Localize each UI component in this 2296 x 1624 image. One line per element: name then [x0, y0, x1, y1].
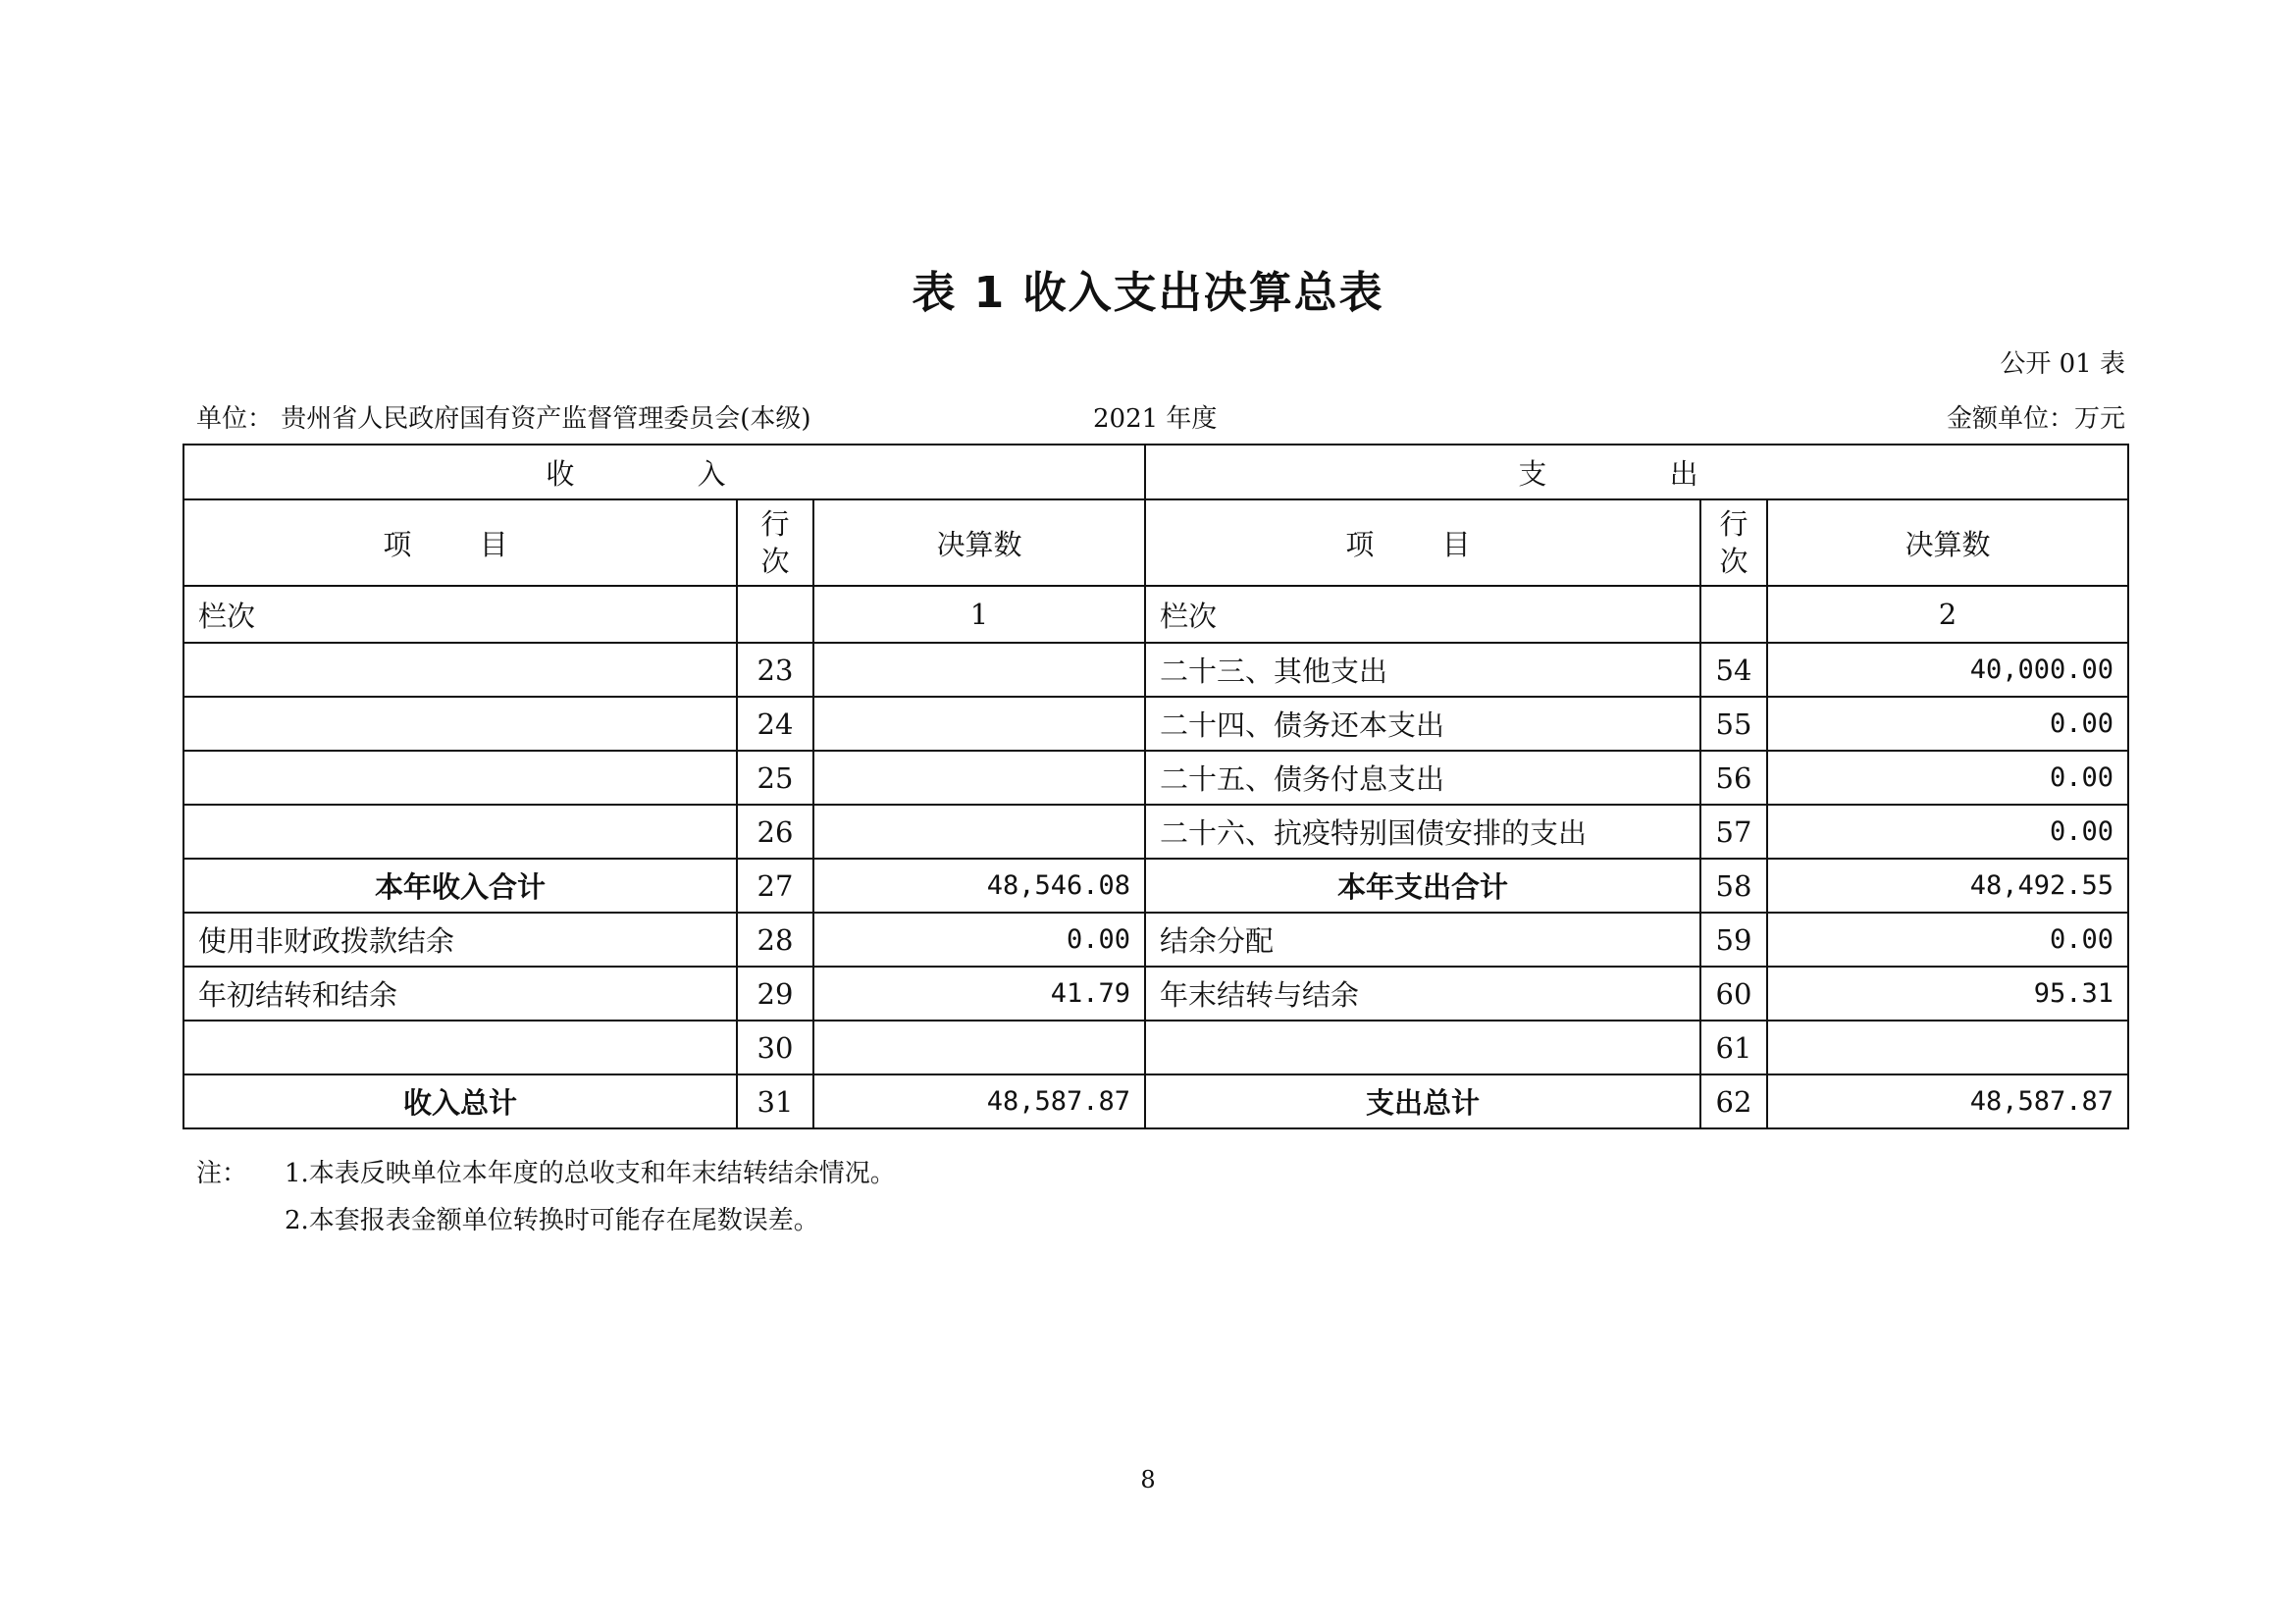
expense-total-label: 支出总计: [1145, 1074, 1700, 1128]
expense-row-no: 60: [1700, 967, 1767, 1021]
grand-total-row: [183, 1074, 2128, 1128]
income-item: [183, 643, 737, 697]
subtotal-row: [183, 859, 2128, 913]
expense-item: [1145, 1021, 1700, 1074]
income-amount: 0.00: [813, 913, 1145, 967]
expense-amount: [1767, 1021, 2128, 1074]
expense-row-no: 58: [1700, 859, 1767, 913]
income-row-no-header: 行 次: [737, 499, 813, 586]
money-unit: 金额单位：万元: [1946, 404, 2125, 434]
income-row-no: 25: [737, 751, 813, 805]
table-column-header-row: [183, 499, 2128, 586]
income-row-no: 26: [737, 805, 813, 859]
income-amount: [813, 805, 1145, 859]
expense-item: 二十五、债务付息支出: [1145, 751, 1700, 805]
expense-item: 年末结转与结余: [1145, 967, 1700, 1021]
table-section-header-row: [183, 445, 2128, 499]
table-row: [183, 1021, 2128, 1074]
income-col-label: 栏次: [183, 586, 737, 643]
income-expense-table: [183, 444, 2129, 1129]
expense-col-number: 2: [1767, 586, 2128, 643]
expense-col-blank: [1700, 586, 1767, 643]
expense-amount: 95.31: [1767, 967, 2128, 1021]
table-row: [183, 697, 2128, 751]
expense-row-no: 62: [1700, 1074, 1767, 1128]
table-row: [183, 643, 2128, 697]
expense-item: 二十四、债务还本支出: [1145, 697, 1700, 751]
form-code: 公开 01 表: [2000, 349, 2125, 379]
table-row: [183, 805, 2128, 859]
note-line-1: 1.本表反映单位本年度的总收支和年末结转结余情况。: [285, 1159, 896, 1188]
expense-row-no: 55: [1700, 697, 1767, 751]
page-number: 8: [1140, 1466, 1156, 1493]
income-col-blank: [737, 586, 813, 643]
notes-label: 注：: [196, 1159, 248, 1188]
expense-item: 结余分配: [1145, 913, 1700, 967]
income-total-label: 收入总计: [183, 1074, 737, 1128]
expense-subtotal-amount: 48,492.55: [1767, 859, 2128, 913]
expense-item-header: 项 目: [1145, 499, 1700, 586]
column-number-row: [183, 586, 2128, 643]
expense-amount: 0.00: [1767, 751, 2128, 805]
expense-row-no: 61: [1700, 1021, 1767, 1074]
expense-item: 二十六、抗疫特别国债安排的支出: [1145, 805, 1700, 859]
income-row-no: 31: [737, 1074, 813, 1128]
income-amount: [813, 697, 1145, 751]
expense-amount: 0.00: [1767, 697, 2128, 751]
income-item: 年初结转和结余: [183, 967, 737, 1021]
income-amount: [813, 751, 1145, 805]
expense-col-label: 栏次: [1145, 586, 1700, 643]
income-row-no: 29: [737, 967, 813, 1021]
expense-total-amount: 48,587.87: [1767, 1074, 2128, 1128]
expense-section-header: 支 出: [1145, 445, 2128, 499]
table-row: [183, 967, 2128, 1021]
income-col-number: 1: [813, 586, 1145, 643]
income-row-no: 27: [737, 859, 813, 913]
income-row-no: 23: [737, 643, 813, 697]
income-row-no: 24: [737, 697, 813, 751]
expense-row-no: 59: [1700, 913, 1767, 967]
income-subtotal-amount: 48,546.08: [813, 859, 1145, 913]
income-subtotal-label: 本年收入合计: [183, 859, 737, 913]
table-row: [183, 751, 2128, 805]
expense-amount: 0.00: [1767, 913, 2128, 967]
fiscal-year: 2021 年度: [1093, 404, 1218, 434]
income-item: [183, 697, 737, 751]
income-amount-header: 决算数: [813, 499, 1145, 586]
unit-label: 单位： 贵州省人民政府国有资产监督管理委员会(本级): [196, 404, 811, 434]
income-amount: [813, 643, 1145, 697]
note-line-2: 2.本套报表金额单位转换时可能存在尾数误差。: [285, 1206, 819, 1235]
expense-amount: 0.00: [1767, 805, 2128, 859]
income-item: [183, 751, 737, 805]
expense-row-no: 56: [1700, 751, 1767, 805]
expense-amount-header: 决算数: [1767, 499, 2128, 586]
table-notes: [196, 1150, 896, 1244]
expense-row-no-header: 行 次: [1700, 499, 1767, 586]
expense-subtotal-label: 本年支出合计: [1145, 859, 1700, 913]
income-total-amount: 48,587.87: [813, 1074, 1145, 1128]
income-amount: 41.79: [813, 967, 1145, 1021]
income-item-header: 项 目: [183, 499, 737, 586]
income-amount: [813, 1021, 1145, 1074]
expense-item: 二十三、其他支出: [1145, 643, 1700, 697]
table-row: [183, 913, 2128, 967]
income-item: [183, 1021, 737, 1074]
income-section-header: 收 入: [183, 445, 1145, 499]
income-row-no: 28: [737, 913, 813, 967]
income-row-no: 30: [737, 1021, 813, 1074]
expense-row-no: 54: [1700, 643, 1767, 697]
expense-amount: 40,000.00: [1767, 643, 2128, 697]
meta-row: [196, 398, 2125, 434]
expense-row-no: 57: [1700, 805, 1767, 859]
document-title: 表 1 收入支出决算总表: [912, 268, 1384, 318]
income-item: 使用非财政拨款结余: [183, 913, 737, 967]
income-item: [183, 805, 737, 859]
